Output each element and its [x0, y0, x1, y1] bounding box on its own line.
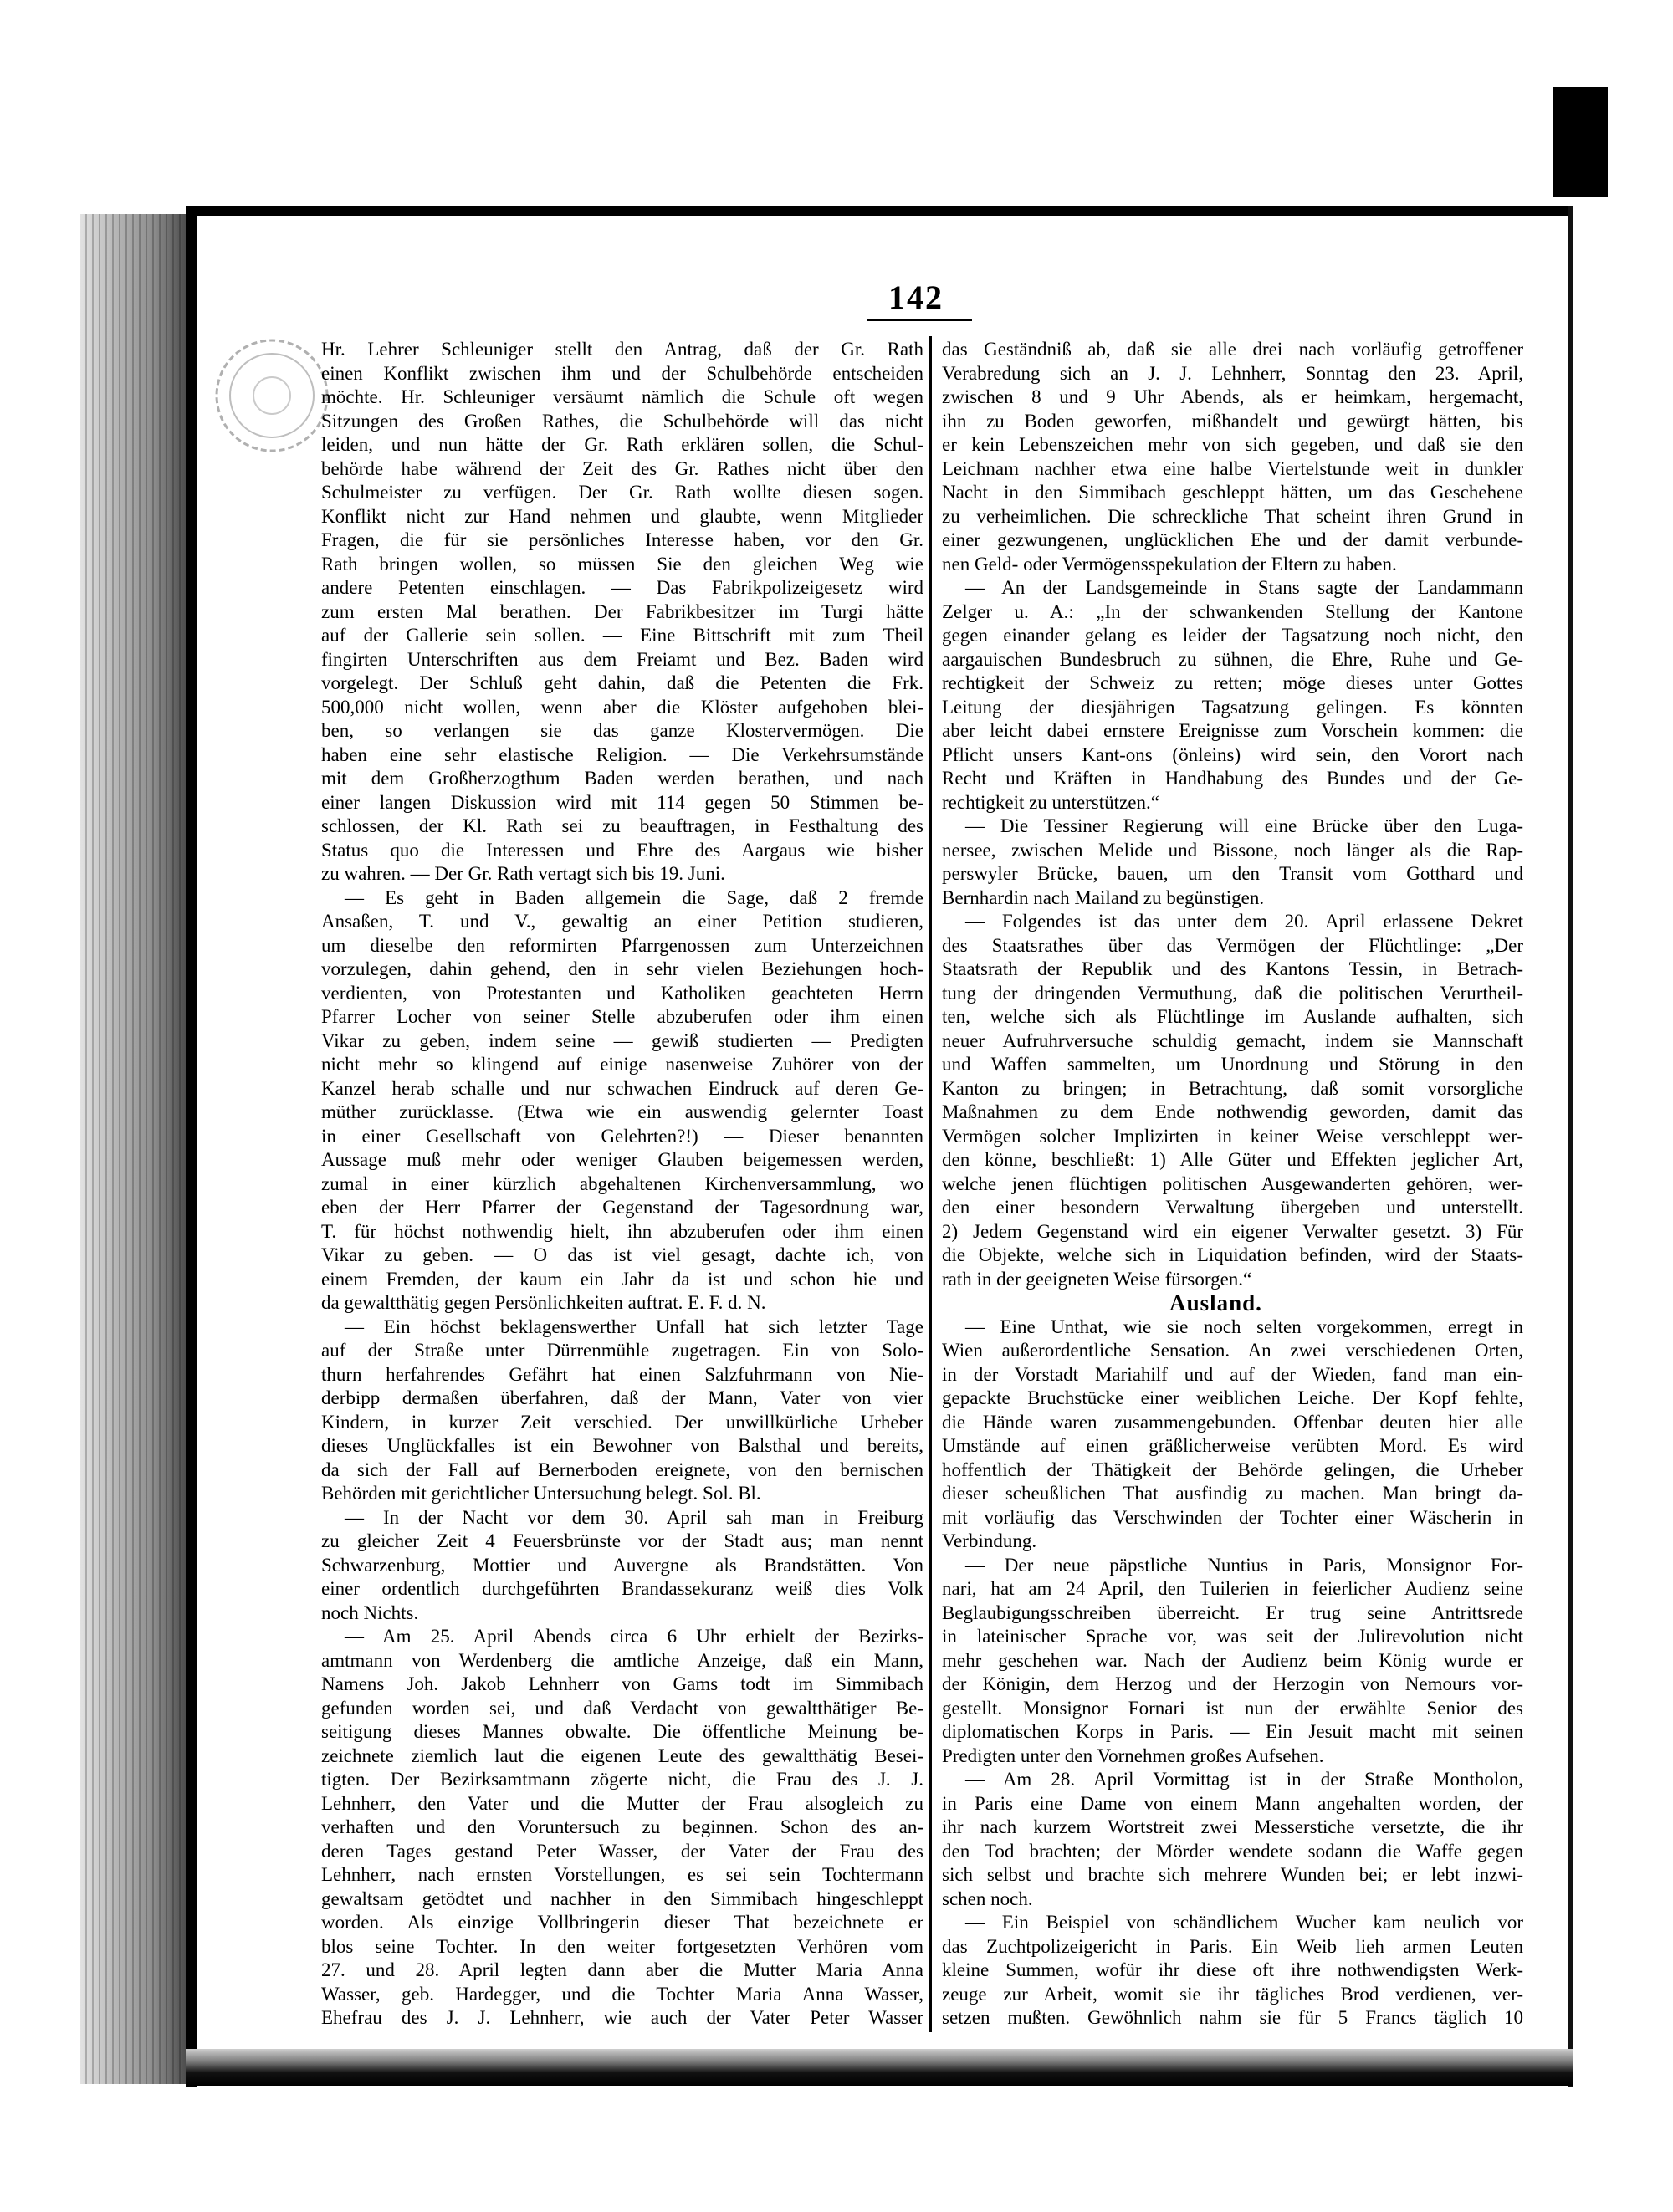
- text-line: hoffentlich der Thätigkeit der Behörde gelingen, die Urheber: [942, 1458, 1523, 1480]
- text-line: nen Geld- oder Vermögensspekulation der Eltern zu haben.: [942, 553, 1397, 575]
- text-line: aargauischen Bundesbruch zu sühnen, die Ehre, Ruhe und Ge-: [942, 648, 1523, 670]
- text-line: müther zurücklasse. (Etwa wie ein auswendig gelernter Toast: [321, 1101, 923, 1122]
- right-column: [942, 338, 1523, 2031]
- text-line: deren Tages gestand Peter Wasser, der Vater der Frau des: [321, 1840, 923, 1862]
- text-line: verdienten, von Protestanten und Katholiken geachteten Herrn: [321, 982, 923, 1004]
- text-line: Verbindung.: [942, 1530, 1037, 1551]
- text-line: zu wahren. — Der Gr. Rath vertagt sich bis 19. Juni.: [321, 863, 725, 884]
- text-line: gefunden worden sei, und daß Verdacht von gewaltthätiger Be-: [321, 1697, 923, 1719]
- text-line: einer langen Diskussion wird mit 114 gegen 50 Stimmen be-: [321, 791, 923, 813]
- text-line: der Königin, dem Herzog und der Herzogin von Nemours vor-: [942, 1673, 1523, 1694]
- text-line: den könne, beschließt: 1) Alle Güter und Effekten jeglicher Art,: [942, 1149, 1523, 1170]
- text-line: Beglaubigungsschreiben überreicht. Er trug seine Antrittsrede: [942, 1602, 1523, 1623]
- text-line: verhaften und den Voruntersuch zu beginnen. Schon des an-: [321, 1816, 923, 1837]
- page-bottom-edge: [186, 2049, 1573, 2086]
- text-line: in der Vorstadt Mariahilf und auf der Wieden, fand man ein-: [942, 1363, 1523, 1385]
- text-line: des Staatsrathes über das Vermögen der Flüchtlinge: „Der: [942, 934, 1523, 956]
- text-line: schlossen, der Kl. Rath sei zu beauftragen, in Festhaltung des: [321, 815, 923, 836]
- text-line: Behörden mit gerichtlicher Untersuchung belegt. Sol. Bl.: [321, 1483, 761, 1504]
- text-line: Vermögen solcher Implizirten in keiner Weise verschleppt wer-: [942, 1125, 1523, 1147]
- text-line: derbipp dermaßen überfahren, daß der Mann, Vater von vier: [321, 1387, 923, 1408]
- text-line: — Ein höchst beklagenswerther Unfall hat sich letzter Tage: [345, 1315, 923, 1337]
- text-line: behörde habe während der Zeit des Gr. Rathes nicht über den: [321, 457, 923, 479]
- text-line: Bernhardin nach Mailand zu begünstigen.: [942, 886, 1265, 908]
- text-line: fingirten Unterschriften aus dem Freiamt und Bez. Baden wird: [321, 648, 923, 670]
- text-line: zeuge zur Arbeit, womit sie ihr tägliches Brod verdienen, ver-: [942, 1983, 1523, 2005]
- text-line: — Folgendes ist das unter dem 20. April erlassene Dekret: [965, 911, 1523, 932]
- text-line: blos seine Tochter. In den weiter fortgesetzten Verhören vom: [321, 1935, 923, 1957]
- text-line: — Am 25. April Abends circa 6 Uhr erhielt der Bezirks-: [345, 1626, 923, 1647]
- text-line: Ansaßen, T. und V., gewaltig an einer Petition studieren,: [321, 911, 923, 932]
- scan-border-mark: [1553, 87, 1608, 197]
- text-line: neuer Aufruhrversuche schuldig gemacht, indem sie Mannschaft: [942, 1029, 1523, 1051]
- text-line: zu gleicher Zeit 4 Feuersbrünste vor der Stadt aus; man nennt: [321, 1530, 923, 1551]
- book-gutter: [80, 214, 187, 2084]
- text-line: thurn herfahrendes Gefährt hat einen Salzfuhrmann von Nie-: [321, 1363, 923, 1385]
- page-right-edge: [1568, 206, 1573, 2087]
- text-line: zeichnete ziemlich laut die eigenen Leute des gewaltthätig Besei-: [321, 1745, 923, 1766]
- text-line: Lehnherr, nach ernsten Vorstellungen, es sei sein Tochtermann: [321, 1864, 923, 1885]
- text-line: — An der Landsgemeinde in Stans sagte der Landammann: [965, 577, 1523, 598]
- text-line: — In der Nacht vor dem 30. April sah man in Freiburg: [345, 1506, 923, 1528]
- text-line: — Eine Unthat, wie sie noch selten vorgekommen, erregt in: [965, 1315, 1523, 1337]
- text-line: aber leicht dabei ernstere Ereignisse zum Vorschein kommen: die: [942, 720, 1523, 741]
- text-line: Namens Joh. Jakob Lehnherr von Gams todt im Simmibach: [321, 1673, 923, 1694]
- text-line: da gewaltthätig gegen Persönlichkeiten auftrat. E. F. d. N.: [321, 1292, 766, 1313]
- text-line: die Objekte, welche sich in Liquidation befinden, wird der Staats-: [942, 1244, 1523, 1265]
- text-line: da sich der Fall auf Bernerboden ereignete, von den bernischen: [321, 1458, 923, 1480]
- text-line: zwischen 8 und 9 Uhr Abends, als er heimkam, hergemacht,: [942, 386, 1523, 407]
- text-line: tung der dringenden Vermuthung, daß die politischen Verurtheil-: [942, 982, 1523, 1004]
- text-line: Sitzungen des Großen Rathes, die Schulbehörde will das nicht: [321, 410, 923, 432]
- text-line: eben der Herr Pfarrer der Gegenstand der Tagesordnung war,: [321, 1197, 923, 1218]
- text-line: noch Nichts.: [321, 1602, 419, 1623]
- page-left-edge: [186, 206, 197, 2087]
- text-line: mit dem Großherzogthum Baden werden berathen, und nach: [321, 768, 923, 789]
- text-line: gestellt. Monsignor Fornari ist nun der erwählte Senior des: [942, 1697, 1523, 1719]
- text-line: rechtigkeit der Schweiz zu retten; möge dieses unter Gottes: [942, 672, 1523, 693]
- text-line: Wasser, geb. Hardegger, und die Tochter Maria Anna Wasser,: [321, 1983, 923, 2005]
- text-line: zum ersten Mal berathen. Der Fabrikbesitzer im Turgi hätte: [321, 600, 923, 622]
- text-line: rechtigkeit zu unterstützen.“: [942, 791, 1159, 813]
- page-top-edge: [186, 206, 1573, 216]
- text-line: 2) Jedem Gegenstand wird ein eigener Verwalter gesetzt. 3) Für: [942, 1220, 1523, 1242]
- text-line: einem Fremden, der kaum ein Jahr da ist und schon hie und: [321, 1268, 923, 1290]
- text-line: gewaltsam getödtet und nachher in den Simmibach hingeschleppt: [321, 1888, 923, 1909]
- text-line: — Die Tessiner Regierung will eine Brücke über den Luga-: [965, 815, 1523, 836]
- text-line: kleine Summen, wofür ihr diese oft ihre nothwendigsten Werk-: [942, 1959, 1523, 1980]
- text-line: Ehefrau des J. J. Lehnherr, wie auch der Vater Peter Wasser: [321, 2007, 923, 2028]
- text-line: sich selbst und brachte sich mehrere Wunden bei; er lebt inzwi-: [942, 1864, 1523, 1885]
- text-line: diplomatischen Korps in Paris. — Ein Jesuit macht mit seinen: [942, 1721, 1523, 1742]
- section-heading-ausland: Ausland.: [1169, 1290, 1262, 1315]
- text-line: Schulmeister zu verfügen. Der Gr. Rath wollte diesen sogen.: [321, 482, 923, 503]
- text-line: einer gezwungenen, unglücklichen Ehe und der damit verbunde-: [942, 529, 1523, 550]
- text-line: Aussage muß mehr oder weniger Glauben beigemessen werden,: [321, 1149, 923, 1170]
- text-line: einen Konflikt zwischen ihm und der Schulbehörde entscheiden: [321, 362, 923, 384]
- text-line: gegen einander gelang es leider der Tagsatzung noch nicht, den: [942, 625, 1523, 646]
- text-line: und Waffen sammelten, um Unordnung und Störung in den: [942, 1054, 1523, 1075]
- text-line: — Ein Beispiel von schändlichem Wucher kam neulich vor: [965, 1912, 1523, 1933]
- text-line: andere Petenten einschlagen. — Das Fabrikpolizeigesetz wird: [321, 577, 923, 598]
- text-line: mit vorläufig das Verschwinden der Tochter einer Wäscherin in: [942, 1506, 1523, 1528]
- text-line: T. für höchst nothwendig hielt, ihn abzuberufen oder ihm einen: [321, 1220, 923, 1242]
- right-column-upper: [942, 338, 1523, 1291]
- text-line: mehr geschehen war. Nach der Audienz beim König wurde er: [942, 1649, 1523, 1671]
- text-line: vorzulegen, dahin gehend, den in sehr vielen Beziehungen hoch-: [321, 958, 923, 979]
- text-line: Konflikt nicht zur Hand nehmen und glaubte, wenn Mitglieder: [321, 505, 923, 527]
- text-line: einer ordentlich durchgeführten Brandassekuranz weiß dies Volk: [321, 1578, 923, 1599]
- text-line: Wien außerordentliche Sensation. An zwei verschiedenen Orten,: [942, 1340, 1523, 1361]
- text-line: leiden, und nun hätte der Gr. Rath erklären sollen, die Schul-: [321, 434, 923, 455]
- text-line: Lehnherr, den Vater und die Mutter der Frau alsogleich zu: [321, 1792, 923, 1814]
- text-line: amtmann von Werdenberg die amtliche Anzeige, daß ein Mann,: [321, 1649, 923, 1671]
- text-line: in Paris eine Dame von einem Mann angehalten worden, der: [942, 1792, 1523, 1814]
- text-line: Kanzel herab schalle und nur schwachen Eindruck auf deren Ge-: [321, 1077, 923, 1099]
- text-line: — Es geht in Baden allgemein die Sage, daß 2 fremde: [345, 886, 923, 908]
- text-line: ihn zu Boden geworfen, mißhandelt und gewürgt hätten, bis: [942, 410, 1523, 432]
- text-line: das Geständniß ab, daß sie alle drei nach vorläufig getroffener: [942, 339, 1523, 360]
- text-line: Zelger u. A.: „In der schwankenden Stellung der Kantone: [942, 600, 1523, 622]
- library-stamp: [209, 333, 335, 458]
- text-line: 500,000 nicht wollen, wenn aber die Klöster aufgehoben blei-: [321, 696, 923, 718]
- right-column-lower: [942, 1315, 1523, 2031]
- text-line: in lateinischer Sprache vor, was seit der Julirevolution nicht: [942, 1626, 1523, 1647]
- text-line: den Tod brachten; der Mörder wendete sodann die Waffe gegen: [942, 1840, 1523, 1862]
- text-line: Status quo die Interessen und Ehre des Aargaus wie bisher: [321, 839, 923, 861]
- text-line: Kanton zu bringen; in Betrachtung, daß somit vorsorgliche: [942, 1077, 1523, 1099]
- text-line: möchte. Hr. Schleuniger versäumt nämlich die Schule oft wegen: [321, 386, 923, 407]
- text-line: Maßnahmen zu dem Ende nothwendig geworden, damit das: [942, 1101, 1523, 1122]
- text-line: ben, so verlangen sie das ganze Klostervermögen. Die: [321, 720, 923, 741]
- text-line: Schwarzenburg, Mottier und Auvergne als Brandstätten. Von: [321, 1554, 923, 1576]
- text-line: zumal in einer kürzlich abgehaltenen Kirchenversammlung, wo: [321, 1172, 923, 1194]
- text-line: 27. und 28. April legten dann aber die Mutter Maria Anna: [321, 1959, 923, 1980]
- text-line: — Der neue päpstliche Nuntius in Paris, Monsignor For-: [965, 1554, 1523, 1576]
- text-line: dieser scheußlichen That ausfindig zu machen. Man bringt da-: [942, 1483, 1523, 1504]
- text-line: Vikar zu geben, indem seine — gewiß studierten — Predigten: [321, 1029, 923, 1051]
- text-line: Recht und Kräften in Handhabung des Bundes und der Ge-: [942, 768, 1523, 789]
- text-line: nicht mehr so klingend auf einige nasenweise Zuhörer von der: [321, 1054, 923, 1075]
- text-line: ihr nach kurzem Wortstreit zwei Messerstiche versetzte, die ihr: [942, 1816, 1523, 1837]
- text-line: Pflicht unsers Kant-ons (önleins) wird sein, den Vorort nach: [942, 743, 1523, 765]
- text-line: in einer Gesellschaft von Gelehrten?!) — Dieser benannten: [321, 1125, 923, 1147]
- text-line: Leichnam nachher etwa eine halbe Viertelstunde weit in dunkler: [942, 457, 1523, 479]
- text-line: auf der Gallerie sein sollen. — Eine Bittschrift mit zum Theil: [321, 625, 923, 646]
- text-line: Leitung der diesjährigen Tagsatzung gelingen. Es könnten: [942, 696, 1523, 718]
- text-line: schen noch.: [942, 1888, 1033, 1909]
- text-line: welche jenen flüchtigen politischen Ausgewanderten gehören, wer-: [942, 1172, 1523, 1194]
- text-line: tigten. Der Bezirksamtmann zögerte nicht, die Frau des J. J.: [321, 1769, 923, 1790]
- text-line: Predigten unter den Vornehmen großes Aufsehen.: [942, 1745, 1324, 1766]
- text-line: gepackte Bruchstücke einer weiblichen Leiche. Der Kopf fehlte,: [942, 1387, 1523, 1408]
- text-line: vorgelegt. Der Schluß geht dahin, daß die Petenten die Frk.: [321, 672, 923, 693]
- text-line: Verabredung sich an J. J. Lehnherr, Sonntag den 23. April,: [942, 362, 1523, 384]
- text-line: Vikar zu geben. — O das ist viel gesagt, dachte ich, von: [321, 1244, 923, 1265]
- text-line: haben eine sehr elastische Religion. — Die Verkehrsumstände: [321, 743, 923, 765]
- column-divider: [929, 336, 932, 2032]
- text-line: ten, welche sich als Flüchtlinge im Auslande aufhalten, sich: [942, 1006, 1523, 1027]
- page-number: 142: [888, 278, 944, 316]
- text-line: Rath bringen wollen, so müssen Sie den gleichen Weg wie: [321, 553, 923, 575]
- text-line: perswyler Brücke, bauen, um den Transit vom Gotthard und: [942, 863, 1523, 884]
- text-line: die Hände waren zusammengebunden. Offenbar deuten hier alle: [942, 1411, 1523, 1433]
- text-line: Fragen, die für sie persönliches Interesse haben, vor den Gr.: [321, 529, 923, 550]
- left-column: [321, 338, 923, 2031]
- text-line: Kindern, in kurzer Zeit verschied. Der unwillkürliche Urheber: [321, 1411, 923, 1433]
- text-line: dieses Unglückfalles ist ein Bewohner von Balsthal und bereits,: [321, 1435, 923, 1456]
- text-line: zu verheimlichen. Die schreckliche That scheint ihren Grund in: [942, 505, 1523, 527]
- text-line: er kein Lebenszeichen mehr von sich gegeben, und daß sie den: [942, 434, 1523, 455]
- text-line: Staatsrath der Republik und des Kantons Tessin, in Betrach-: [942, 958, 1523, 979]
- text-line: Hr. Lehrer Schleuniger stellt den Antrag, daß der Gr. Rath: [321, 339, 923, 360]
- text-line: um dieselbe den reformirten Pfarrgenossen zum Unterzeichnen: [321, 934, 923, 956]
- page-number-rule: [867, 319, 972, 321]
- text-line: den einer besondern Verwaltung übergeben und unterstellt.: [942, 1197, 1523, 1218]
- text-line: — Am 28. April Vormittag ist in der Straße Montholon,: [965, 1769, 1523, 1790]
- text-line: rath in der geeigneten Weise fürsorgen.“: [942, 1268, 1252, 1290]
- text-line: Pfarrer Locher von seiner Stelle abzuberufen oder ihm einen: [321, 1006, 923, 1027]
- text-line: Nacht in den Simmibach geschleppt hätten, um das Geschehene: [942, 482, 1523, 503]
- text-line: Umstände auf einen gräßlicherweise verübten Mord. Es wird: [942, 1435, 1523, 1456]
- text-line: setzen mußten. Gewöhnlich nahm sie für 5 Francs täglich 10: [942, 2007, 1523, 2028]
- text-line: das Zuchtpolizeigericht in Paris. Ein Weib lieh armen Leuten: [942, 1935, 1523, 1957]
- text-line: seitigung dieses Mannes obwalte. Die öffentliche Meinung be-: [321, 1721, 923, 1742]
- text-line: auf der Straße unter Dürrenmühle zugetragen. Ein von Solo-: [321, 1340, 923, 1361]
- text-line: nari, hat am 24 April, den Tuilerien in feierlicher Audienz seine: [942, 1578, 1523, 1599]
- text-line: worden. Als einzige Vollbringerin dieser That bezeichnete er: [321, 1912, 923, 1933]
- text-line: nersee, zwischen Melide und Bissone, noch länger als die Rap-: [942, 839, 1523, 861]
